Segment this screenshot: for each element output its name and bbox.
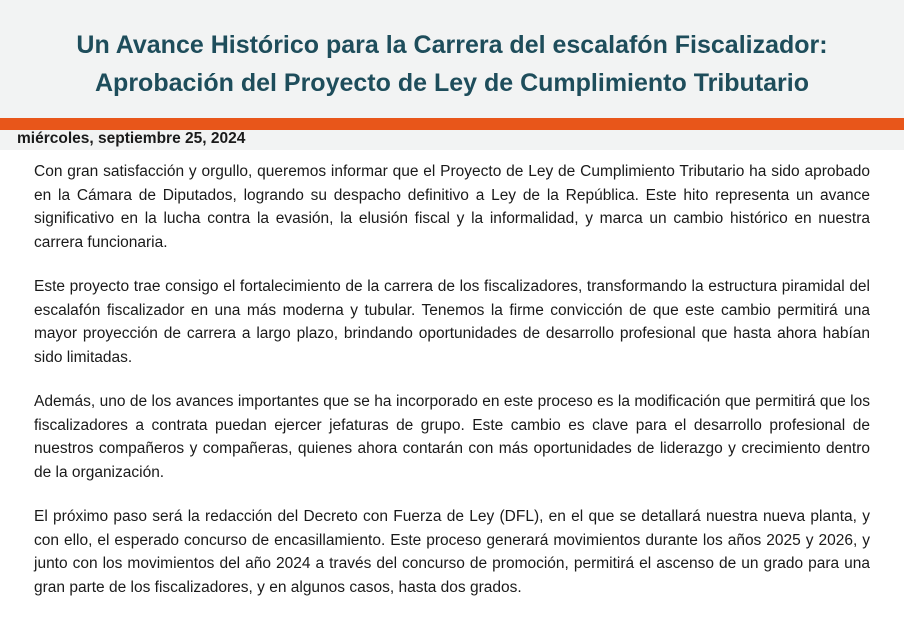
article-title bbox=[0, 26, 904, 102]
paragraph-1: Con gran satisfacción y orgullo, queremos informar que el Proyecto de Ley de Cumplimiento Tributario ha sido aprobado en la Cámara de Diputados, logrando su despacho definitivo a Ley de la República. Este hito representa un avance significativo en la lucha contra la evasión, la elusión fiscal y la informalidad, y marca un cambio histórico en nuestra carrera funcionaria. bbox=[34, 163, 870, 251]
article-body bbox=[34, 160, 870, 620]
paragraph-2: Este proyecto trae consigo el fortalecimiento de la carrera de los fiscalizadores, transformando la estructura piramidal del escalafón fiscalizador en una más moderna y tubular. Tenemos la firme convicción de que este cambio permitirá una mayor proyección de carrera a largo plazo, brindando oportunidades de desarrollo profesional que hasta ahora habían sido limitadas. bbox=[34, 278, 870, 366]
title-line-1: Un Avance Histórico para la Carrera del escalafón Fiscalizador: bbox=[76, 31, 828, 59]
paragraph-3: Además, uno de los avances importantes que se ha incorporado en este proceso es la modificación que permitirá que los fiscalizadores a contrata puedan ejercer jefaturas de grupo. Este cambio es clave para el desarrollo profesional de nuestros compañeros y compañeras, quienes ahora contarán con más oportunidades de liderazgo y crecimiento dentro de la organización. bbox=[34, 393, 870, 481]
paragraph-4: El próximo paso será la redacción del Decreto con Fuerza de Ley (DFL), en el que se detallará nuestra nueva planta, y con ello, el esperado concurso de encasillamiento. Este proceso generará movimientos durante los años 2025 y 2026, y junto con los movimientos del año 2024 a través del concurso de promoción, permitirá el ascenso de un grado para una gran parte de los fiscalizadores, y en algunos casos, hasta dos grados. bbox=[34, 508, 870, 596]
title-line-2: Aprobación del Proyecto de Ley de Cumplimiento Tributario bbox=[95, 69, 809, 97]
accent-divider bbox=[0, 118, 904, 130]
article-date: miércoles, septiembre 25, 2024 bbox=[17, 130, 246, 147]
article-header bbox=[0, 0, 904, 118]
